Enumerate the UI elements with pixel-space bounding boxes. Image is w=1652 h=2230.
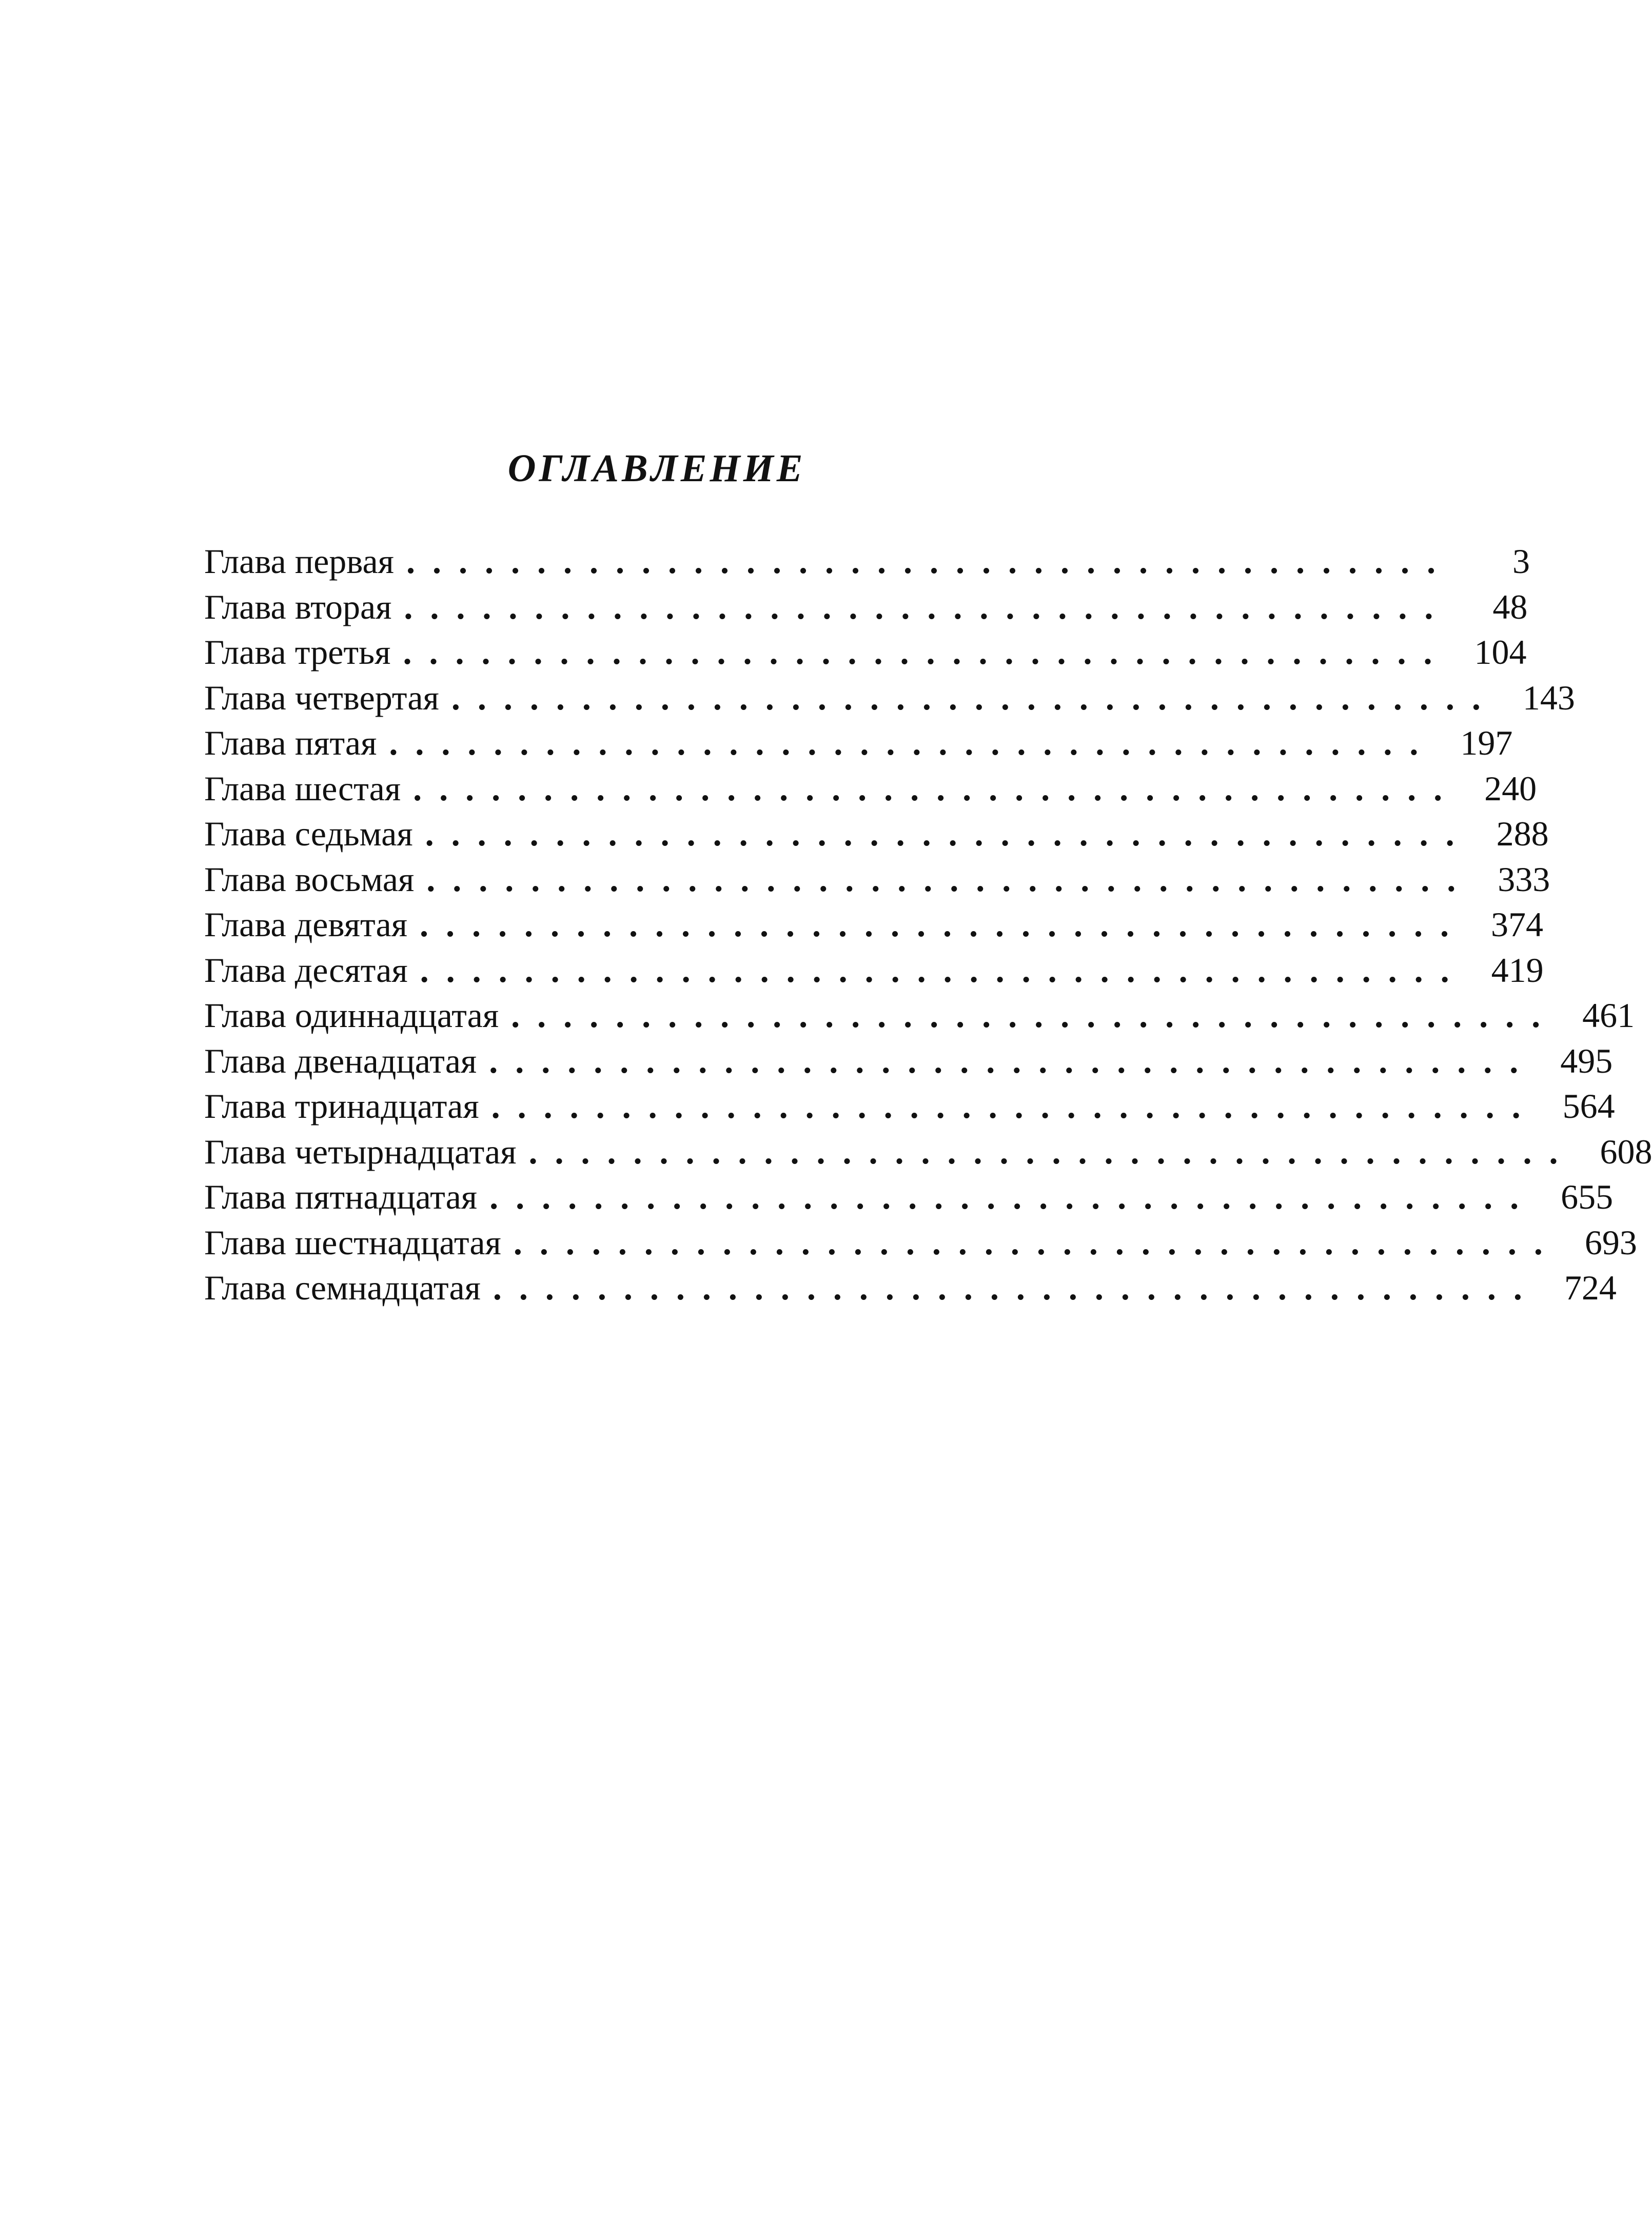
toc-entry xyxy=(204,857,1550,902)
toc-entry xyxy=(204,811,1549,857)
toc-entry-label: Глава седьмая xyxy=(204,814,413,853)
toc-entry-label: Глава первая xyxy=(204,542,394,581)
toc-entry-label: Глава третья xyxy=(204,633,391,672)
toc-entry-page: 3 xyxy=(1512,542,1530,581)
toc-entry-page: 104 xyxy=(1474,633,1527,672)
toc-entry xyxy=(204,993,1635,1038)
toc-entry-page: 724 xyxy=(1564,1268,1617,1307)
toc-entry-label: Глава шестая xyxy=(204,768,401,808)
dot-leader: ........................................ xyxy=(528,1132,1576,1171)
toc-entry-page: 693 xyxy=(1584,1222,1637,1262)
dot-leader: ........................................ xyxy=(511,996,1558,1035)
toc-entry-page: 48 xyxy=(1492,587,1528,626)
dot-leader: ........................................ xyxy=(389,723,1436,762)
toc-entry-label: Глава одиннадцатая xyxy=(204,996,499,1035)
dot-leader: ........................................ xyxy=(425,814,1472,853)
toc-entry xyxy=(204,1129,1652,1175)
dot-leader: ........................................ xyxy=(491,1087,1538,1126)
toc-entry-label: Глава четырнадцатая xyxy=(204,1132,517,1171)
toc-entry-label: Глава восьмая xyxy=(204,859,415,899)
toc-entry xyxy=(204,1265,1617,1311)
toc-entry-page: 495 xyxy=(1560,1041,1613,1080)
toc-entry-page: 564 xyxy=(1562,1087,1615,1126)
toc-entry-page: 143 xyxy=(1522,678,1575,717)
toc-entry xyxy=(204,1174,1614,1220)
toc-entry-label: Глава двенадцатая xyxy=(204,1041,477,1080)
toc-entry-label: Глава десятая xyxy=(204,950,408,990)
toc-entry-page: 288 xyxy=(1496,814,1549,853)
toc-entry xyxy=(204,1083,1615,1129)
page-title: ОГЛАВЛЕНИЕ xyxy=(507,447,806,490)
toc-entry-page: 608 xyxy=(1600,1132,1652,1171)
toc-entry-label: Глава шестнадцатая xyxy=(204,1222,501,1262)
dot-leader: ........................................ xyxy=(493,1268,1540,1307)
toc-entry-label: Глава вторая xyxy=(204,587,392,626)
toc-entry-page: 461 xyxy=(1582,996,1635,1035)
toc-entry-page: 240 xyxy=(1484,768,1537,808)
toc-entry-label: Глава тринадцатая xyxy=(204,1087,479,1126)
toc-entry xyxy=(204,675,1575,721)
toc-entry xyxy=(204,584,1528,630)
toc-entry-page: 333 xyxy=(1498,859,1550,899)
toc-entry xyxy=(204,1220,1637,1266)
toc-entry-label: Глава четвертая xyxy=(204,678,439,717)
toc-entry xyxy=(204,629,1527,675)
dot-leader: ........................................ xyxy=(489,1041,1536,1080)
dot-leader: ........................................ xyxy=(426,859,1473,899)
toc-entry-page: 197 xyxy=(1460,723,1513,762)
toc-entry xyxy=(204,539,1530,584)
toc-entry xyxy=(204,902,1543,948)
toc-entry-page: 374 xyxy=(1490,905,1543,944)
toc-entry-label: Глава семнадцатая xyxy=(204,1268,481,1307)
toc-entry xyxy=(204,720,1513,766)
toc-entry-label: Глава девятая xyxy=(204,905,407,944)
dot-leader: ........................................ xyxy=(489,1177,1537,1216)
dot-leader: ........................................ xyxy=(404,587,1451,626)
table-of-contents xyxy=(204,539,1652,1311)
dot-leader: ........................................ xyxy=(413,768,1460,808)
toc-entry-label: Глава пятая xyxy=(204,723,377,762)
dot-leader: ........................................ xyxy=(419,905,1466,944)
dot-leader: ........................................ xyxy=(403,633,1450,672)
toc-entry-page: 419 xyxy=(1491,950,1544,990)
toc-entry xyxy=(204,948,1544,993)
dot-leader: ........................................ xyxy=(406,542,1453,581)
toc-entry-page: 655 xyxy=(1561,1177,1614,1216)
toc-entry xyxy=(204,1038,1613,1084)
toc-entry xyxy=(204,766,1537,812)
dot-leader: ........................................ xyxy=(420,950,1467,990)
dot-leader: ........................................ xyxy=(451,678,1498,717)
toc-entry-label: Глава пятнадцатая xyxy=(204,1177,478,1216)
dot-leader: ........................................ xyxy=(513,1222,1560,1262)
